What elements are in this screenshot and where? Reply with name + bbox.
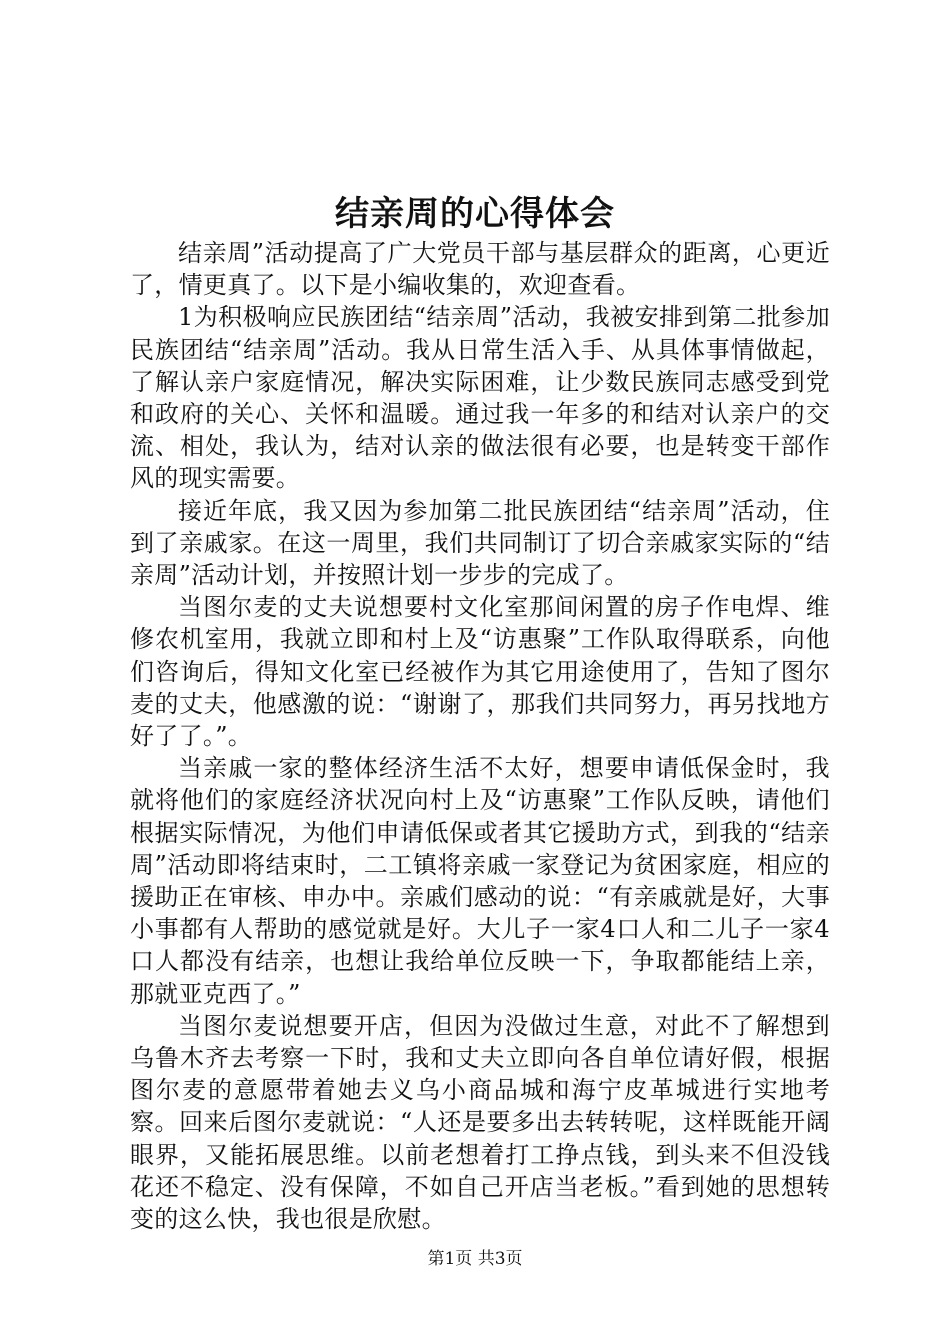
document-body	[130, 237, 830, 1235]
paragraph-3: 当图尔麦的丈夫说想要村文化室那间闲置的房子作电焊、维修农机室用，我就立即和村上及“访惠聚”工作队取得联系，向他们咨询后，得知文化室已经被作为其它用途使用了，告知了图尔麦的丈夫，他感激的说：“谢谢了，那我们共同努力，再另找地方好了了。”。	[130, 593, 830, 751]
paragraph-5: 当图尔麦说想要开店，但因为没做过生意，对此不了解想到乌鲁木齐去考察一下时，我和丈夫立即向各自单位请好假，根据图尔麦的意愿带着她去义乌小商品城和海宁皮革城进行实地考察。回来后图尔麦就说：“人还是要多出去转转呢，这样既能开阔眼界，又能拓展思维。以前老想着打工挣点钱，到头来不但没钱花还不稳定、没有保障，不如自己开店当老板。”看到她的思想转变的这么快，我也很是欣慰。	[130, 1011, 830, 1234]
document-title: 结亲周的心得体会	[335, 194, 615, 234]
page-number-footer: 第1页 共3页	[427, 1249, 523, 1269]
paragraph-intro: 结亲周”活动提高了广大党员干部与基层群众的距离，心更近了，情更真了。以下是小编收集的，欢迎查看。	[130, 239, 830, 300]
paragraph-4: 当亲戚一家的整体经济生活不太好，想要申请低保金时，我就将他们的家庭经济状况向村上及“访惠聚”工作队反映，请他们根据实际情况，为他们申请低保或者其它援助方式，到我的“结亲周”活动即将结束时，二工镇将亲戚一家登记为贫困家庭，相应的援助正在审核、申办中。亲戚们感动的说：“有亲戚就是好，大事小事都有人帮助的感觉就是好。大儿子一家4口人和二儿子一家4口人都没有结亲，也想让我给单位反映一下，争取都能结上亲，那就亚克西了。”	[130, 754, 830, 1008]
paragraph-2: 接近年底，我又因为参加第二批民族团结“结亲周”活动，住到了亲戚家。在这一周里，我们共同制订了切合亲戚家实际的“结亲周”活动计划，并按照计划一步步的完成了。	[130, 496, 830, 590]
paragraph-1: 1为积极响应民族团结“结亲周”活动，我被安排到第二批参加民族团结“结亲周”活动。我从日常生活入手、从具体事情做起，了解认亲户家庭情况，解决实际困难，让少数民族同志感受到党和政府的关心、关怀和温暖。通过我一年多的和结对认亲户的交流、相处，我认为，结对认亲的做法很有必要，也是转变干部作风的现实需要。	[130, 303, 830, 493]
